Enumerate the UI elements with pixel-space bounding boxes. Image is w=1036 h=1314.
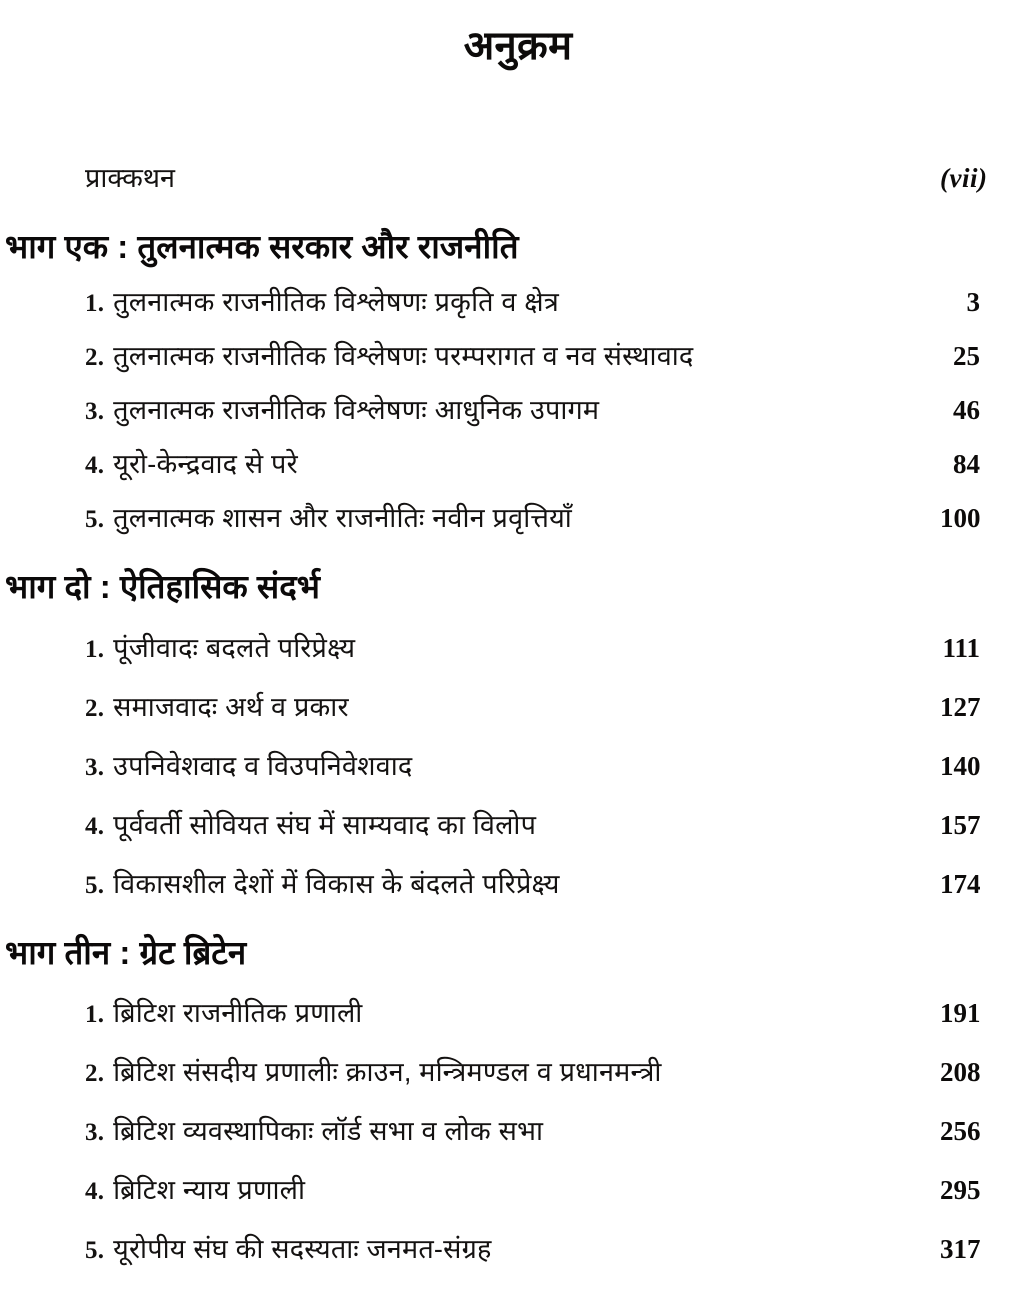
chapter-title: ब्रिटिश राजनीतिक प्रणाली <box>113 997 363 1028</box>
chapter-label <box>85 444 940 481</box>
chapter-label <box>85 864 940 901</box>
chapter-label <box>85 805 940 842</box>
chapter-title: ब्रिटिश व्यवस्थापिकाः लॉर्ड सभा व लोक सभा <box>113 1115 544 1146</box>
toc-section <box>0 229 1036 535</box>
chapter-page-number: 25 <box>953 341 980 372</box>
chapter-page-number: 100 <box>940 503 981 534</box>
chapter-label <box>85 628 940 665</box>
chapter-number: 1. <box>85 290 105 318</box>
chapter-label <box>85 1111 940 1148</box>
chapter-row[interactable] <box>0 746 1036 783</box>
chapter-number: 4. <box>85 452 105 480</box>
chapter-row[interactable] <box>0 805 1036 842</box>
front-matter-row[interactable] <box>0 158 1036 195</box>
chapter-number: 3. <box>85 398 105 426</box>
chapter-row[interactable] <box>0 444 1036 481</box>
chapter-page-number: 295 <box>940 1174 981 1205</box>
chapter-row[interactable] <box>0 1111 1036 1148</box>
chapter-page-number: 157 <box>940 809 981 840</box>
chapter-label <box>85 282 940 319</box>
chapter-number: 4. <box>85 1177 105 1205</box>
chapter-number: 5. <box>85 1236 105 1264</box>
chapter-number: 1. <box>85 1000 105 1028</box>
chapter-page-number: 256 <box>940 1115 981 1146</box>
chapter-number: 5. <box>85 871 105 899</box>
toc-sections <box>0 229 1036 1266</box>
chapter-label <box>85 390 940 427</box>
part-heading: भाग एक : तुलनात्मक सरकार और राजनीति <box>5 228 519 265</box>
chapter-title: पूंजीवादः बदलते परिप्रेक्ष्य <box>113 632 356 663</box>
part-heading: भाग तीन : ग्रेट ब्रिटेन <box>5 933 247 971</box>
chapter-row[interactable] <box>0 993 1036 1030</box>
chapter-title: उपनिवेशवाद व विउपनिवेशवाद <box>113 750 413 781</box>
chapter-row[interactable] <box>0 1170 1036 1207</box>
chapter-label <box>85 1170 940 1207</box>
chapter-row[interactable] <box>0 282 1036 319</box>
chapter-row[interactable] <box>0 390 1036 427</box>
chapter-list <box>0 993 1036 1266</box>
chapter-page-number: 174 <box>940 868 981 899</box>
chapter-title: तुलनात्मक शासन और राजनीतिः नवीन प्रवृत्तियाँ <box>113 503 572 534</box>
chapter-title: यूरोपीय संघ की सदस्यताः जनमत-संग्रह <box>113 1233 492 1264</box>
chapter-title: तुलनात्मक राजनीतिक विश्लेषणः प्रकृति व क्षेत्र <box>113 287 559 318</box>
chapter-page-number: 3 <box>966 287 980 318</box>
part-heading: भाग दो : ऐतिहासिक संदर्भ <box>5 568 320 606</box>
chapter-label <box>85 1229 940 1266</box>
chapter-title: समाजवादः अर्थ व प्रकार <box>113 691 349 722</box>
chapter-row[interactable] <box>0 687 1036 724</box>
chapter-label <box>85 687 940 724</box>
chapter-page-number: 208 <box>940 1056 981 1087</box>
chapter-page-number: 46 <box>953 395 980 426</box>
chapter-number: 3. <box>85 753 105 781</box>
chapter-row[interactable] <box>0 864 1036 901</box>
chapter-row[interactable] <box>0 1229 1036 1266</box>
chapter-row[interactable] <box>0 336 1036 373</box>
chapter-label <box>85 498 940 535</box>
chapter-page-number: 111 <box>942 632 980 663</box>
chapter-page-number: 84 <box>953 449 980 480</box>
chapter-number: 4. <box>85 812 105 840</box>
chapter-number: 5. <box>85 506 105 534</box>
chapter-title: ब्रिटिश संसदीय प्रणालीः क्राउन, मन्त्रिमण्डल व प्रधानमन्त्री <box>113 1056 662 1087</box>
chapter-label <box>85 1052 940 1089</box>
chapter-number: 1. <box>85 635 105 663</box>
chapter-list <box>0 282 1036 535</box>
chapter-page-number: 191 <box>940 997 981 1028</box>
front-matter-page-number: (vii) <box>940 163 988 193</box>
chapter-row[interactable] <box>0 498 1036 535</box>
chapter-page-number: 317 <box>940 1233 981 1264</box>
chapter-title: पूर्ववर्ती सोवियत संघ में साम्यवाद का विलोप <box>113 809 537 840</box>
page-title: अनुक्रम <box>463 24 573 68</box>
chapter-number: 3. <box>85 1118 105 1146</box>
chapter-row[interactable] <box>0 1052 1036 1089</box>
chapter-list <box>0 628 1036 901</box>
chapter-title: विकासशील देशों में विकास के बंदलते परिप्रेक्ष्य <box>113 868 560 899</box>
chapter-title: तुलनात्मक राजनीतिक विश्लेषणः आधुनिक उपागम <box>113 395 600 426</box>
chapter-title: यूरो-केन्द्रवाद से परे <box>113 449 298 480</box>
chapter-page-number: 140 <box>940 750 981 781</box>
chapter-number: 2. <box>85 344 105 372</box>
chapter-row[interactable] <box>0 628 1036 665</box>
toc-section <box>0 935 1036 1266</box>
chapter-label <box>85 336 940 373</box>
chapter-label <box>85 993 940 1030</box>
chapter-title: तुलनात्मक राजनीतिक विश्लेषणः परम्परागत व नव संस्थावाद <box>113 341 694 372</box>
front-matter-label: प्राक्कथन <box>85 163 176 193</box>
chapter-number: 2. <box>85 694 105 722</box>
chapter-number: 2. <box>85 1059 105 1087</box>
toc-section <box>0 569 1036 900</box>
chapter-title: ब्रिटिश न्याय प्रणाली <box>113 1174 306 1205</box>
chapter-page-number: 127 <box>940 691 981 722</box>
chapter-label <box>85 746 940 783</box>
